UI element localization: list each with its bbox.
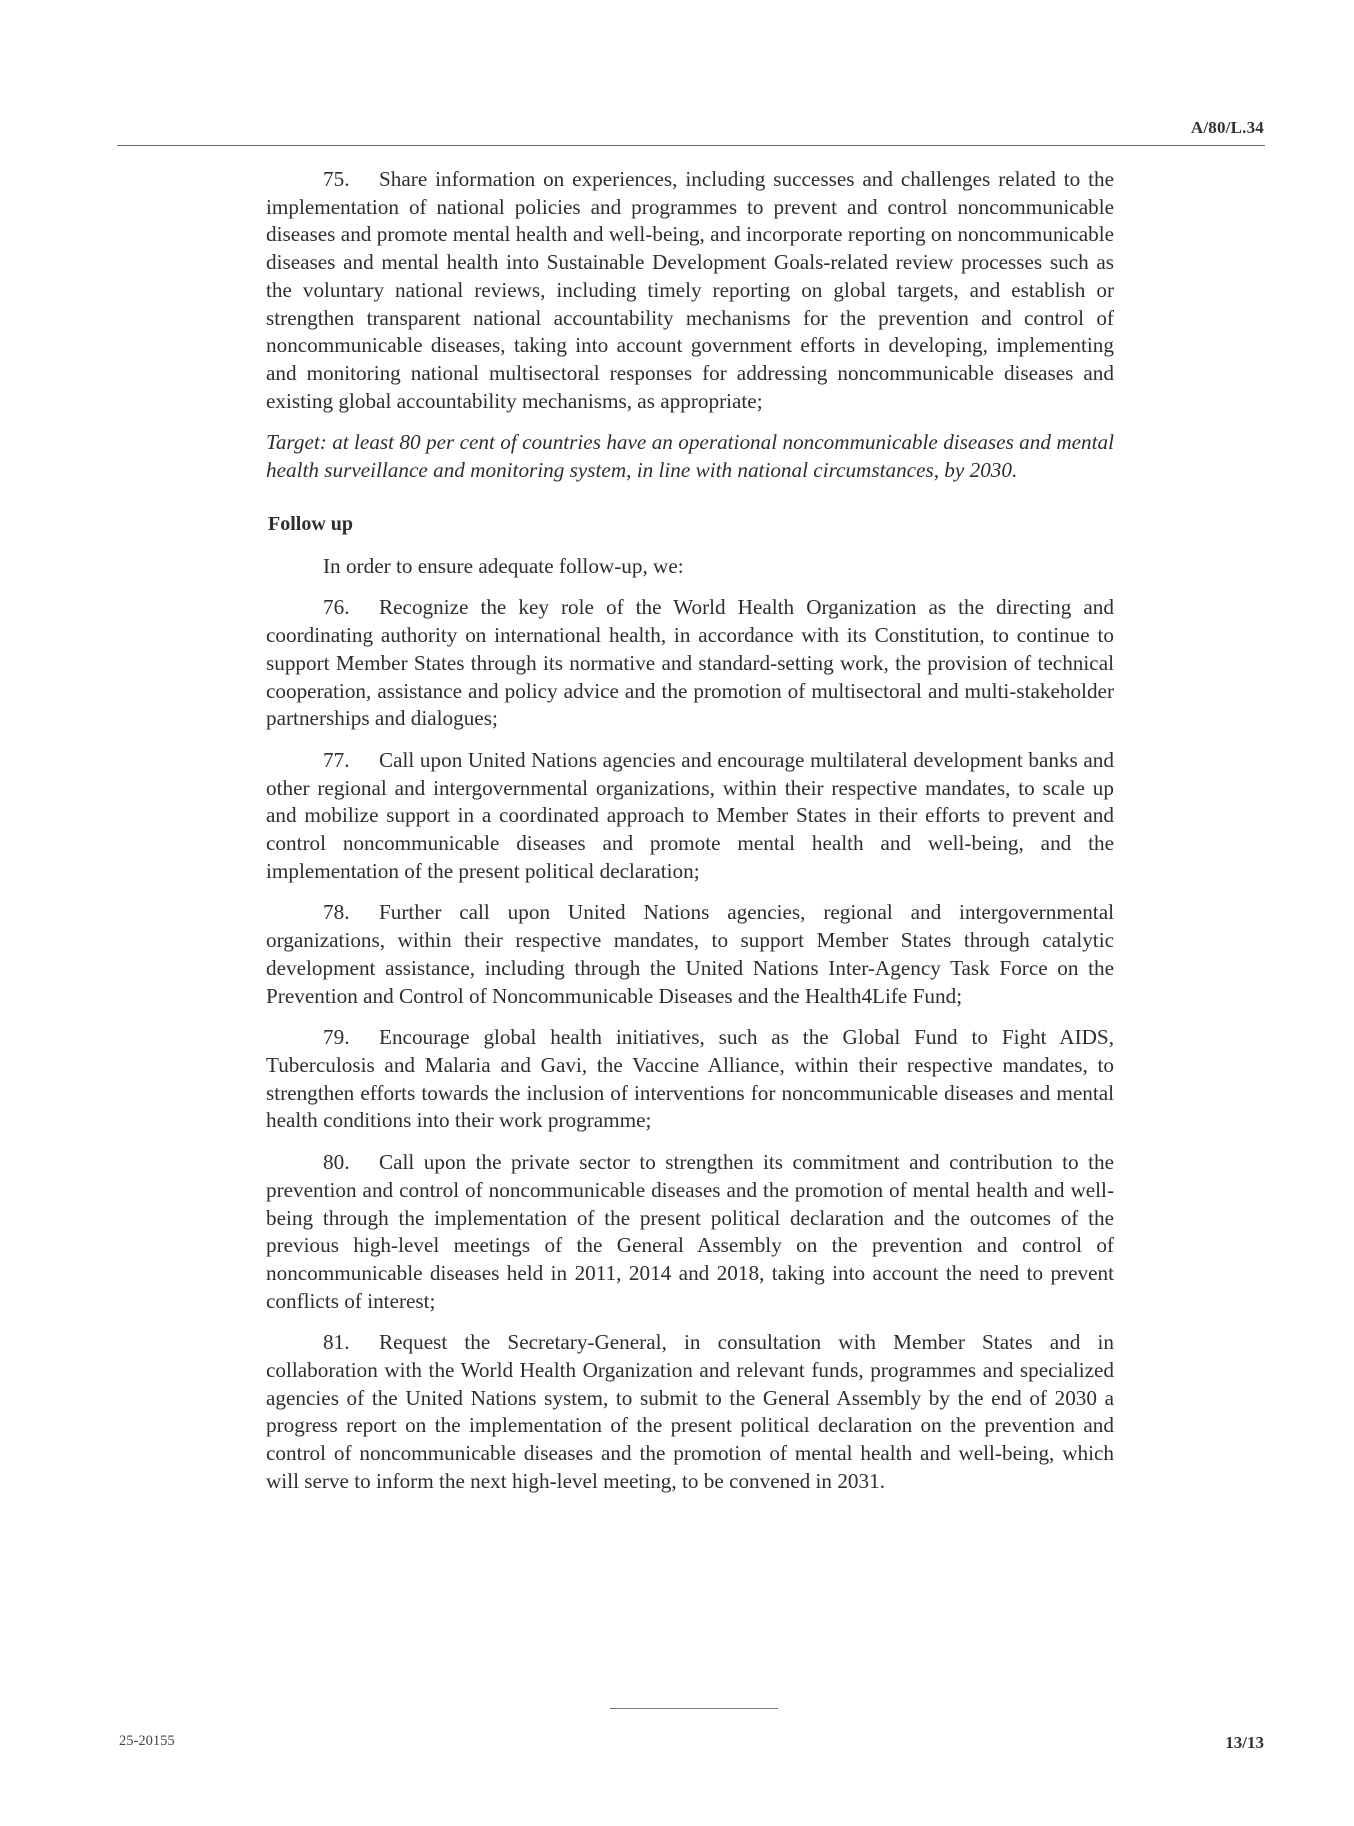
paragraph-text: Call upon the private sector to strengthen its commitment and contribution to the prevention and control of noncommunicable diseases and the promotion of mental health and well-being through the implementation of the present political declaration and the outcomes of the previous high-level meetings of the General Assembly on the prevention and control of noncommunicable diseases held in 2011, 2014 and 2018, taking into account the need to prevent conflicts of interest; bbox=[266, 1150, 1114, 1313]
paragraph-80 bbox=[266, 1149, 1114, 1315]
paragraph-text: Request the Secretary-General, in consultation with Member States and in collaboration with the World Health Organization and relevant funds, programmes and specialized agencies of the United Nations system, to submit to the General Assembly by the end of 2030 a progress report on the implementation of the present political declaration on the prevention and control of noncommunicable diseases and the promotion of mental health and well-being, which will serve to inform the next high-level meeting, to be convened in 2031. bbox=[266, 1330, 1114, 1493]
paragraph-79 bbox=[266, 1024, 1114, 1135]
page-number: 13/13 bbox=[1225, 1733, 1264, 1752]
paragraph-77 bbox=[266, 747, 1114, 886]
paragraph-number: 78. bbox=[323, 900, 350, 925]
paragraph-text: Encourage global health initiatives, such as the Global Fund to Fight AIDS, Tuberculosis and Malaria and Gavi, the Vaccine Alliance, within their respective mandates, to strengthen efforts towards the inclusion of interventions for noncommunicable diseases and mental health conditions into their work programme; bbox=[266, 1025, 1114, 1133]
target-statement: Target: at least 80 per cent of countries have an operational noncommunicable diseases and mental health surveillance and monitoring system, in line with national circumstances, by 2030. bbox=[266, 430, 1114, 483]
paragraph-number: 76. bbox=[323, 595, 350, 620]
paragraph-number: 77. bbox=[323, 747, 350, 772]
header-rule bbox=[117, 145, 1265, 146]
paragraph-81 bbox=[266, 1329, 1114, 1495]
section-intro: In order to ensure adequate follow-up, we: bbox=[323, 553, 684, 578]
paragraph-text: Share information on experiences, including successes and challenges related to the implementation of national policies and programmes to prevent and control noncommunicable diseases and promote mental health and well-being, and incorporate reporting on noncommunicable diseases and mental health into Sustainable Development Goals-related review processes such as the voluntary national reviews, including timely reporting on global targets, and establish or strengthen transparent national accountability mechanisms for the prevention and control of noncommunicable diseases, taking into account government efforts in developing, implementing and monitoring national multisectoral responses for addressing noncommunicable diseases and existing global accountability mechanisms, as appropriate; bbox=[266, 167, 1114, 413]
paragraph-number: 79. bbox=[323, 1025, 350, 1050]
paragraph-number: 75. bbox=[323, 167, 350, 191]
paragraph-number: 80. bbox=[323, 1150, 350, 1175]
paragraph-76 bbox=[266, 594, 1114, 733]
body-column bbox=[266, 166, 1114, 1510]
paragraph-number: 81. bbox=[323, 1330, 350, 1355]
section-heading-follow-up: Follow up bbox=[268, 512, 354, 535]
document-symbol: A/80/L.34 bbox=[1190, 118, 1264, 137]
paragraph-75 bbox=[266, 166, 1114, 415]
end-of-document-rule bbox=[610, 1708, 778, 1709]
paragraph-text: Further call upon United Nations agencies, regional and intergovernmental organizations, within their respective mandates, to support Member States through catalytic development assistance, including through the United Nations Inter-Agency Task Force on the Prevention and Control of Noncommunicable Diseases and the Health4Life Fund; bbox=[266, 900, 1114, 1008]
paragraph-78 bbox=[266, 899, 1114, 1010]
paragraph-text: Call upon United Nations agencies and encourage multilateral development banks and other regional and intergovernmental organizations, within their respective mandates, to scale up and mobilize support in a coordinated approach to Member States in their efforts to prevent and control noncommunicable diseases and promote mental health and well-being, and the implementation of the present political declaration; bbox=[266, 747, 1114, 883]
job-number: 25-20155 bbox=[119, 1733, 175, 1749]
paragraph-text: Recognize the key role of the World Health Organization as the directing and coordinating authority on international health, in accordance with its Constitution, to continue to support Member States through its normative and standard-setting work, the provision of technical cooperation, assistance and policy advice and the promotion of multisectoral and multi-stakeholder partnerships and dialogues; bbox=[266, 595, 1114, 731]
